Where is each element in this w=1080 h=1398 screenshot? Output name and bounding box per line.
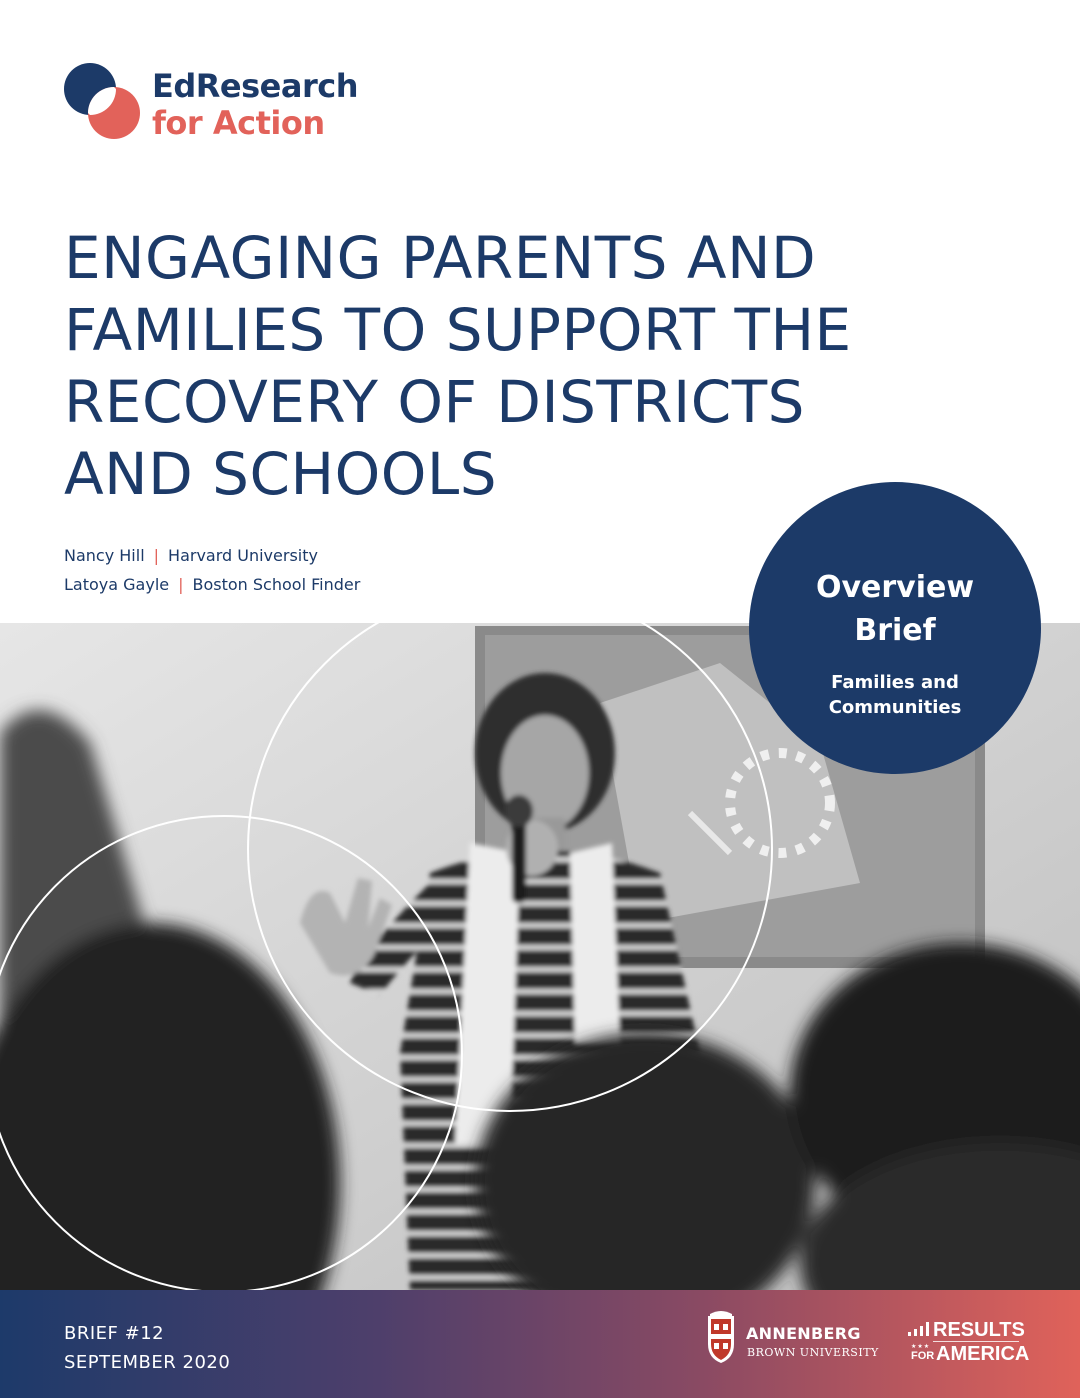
author-separator: | (153, 546, 160, 565)
rfa-results-text: RESULTS (933, 1319, 1025, 1341)
logo-wordmark (152, 68, 358, 142)
star-row-icon: ★★★ (911, 1343, 931, 1350)
annenberg-logo (704, 1308, 879, 1378)
footer-band (0, 1290, 1080, 1398)
rfa-america-text: AMERICA (936, 1343, 1030, 1365)
overview-brief-badge (749, 482, 1041, 774)
author-separator: | (178, 575, 184, 594)
results-for-america-logo (908, 1308, 1028, 1368)
author-row (64, 541, 360, 570)
badge-topic (749, 670, 1041, 720)
title-line-2: FAMILIES TO SUPPORT THE (64, 296, 852, 364)
author-affiliation: Harvard University (168, 546, 318, 565)
title-line-1: ENGAGING PARENTS AND (64, 224, 817, 292)
badge-title-line-1: Overview (815, 570, 975, 605)
bar-chart-icon (908, 1322, 930, 1336)
annenberg-name: ANNENBERG (746, 1324, 861, 1343)
badge-title-line-2: Brief (854, 613, 936, 648)
author-row (64, 570, 360, 599)
badge-topic-line-2: Communities (828, 697, 962, 718)
brief-number: BRIEF #12 (64, 1323, 165, 1344)
author-name: Nancy Hill (64, 546, 145, 565)
badge-topic-line-1: Families and (831, 672, 959, 693)
logo-line-1: EdResearch (152, 67, 358, 105)
title-line-4: AND SCHOOLS (64, 440, 498, 508)
rfa-for-text: FOR (911, 1350, 935, 1362)
page-title (64, 222, 964, 510)
logo-line-2: for Action (152, 104, 325, 142)
title-line-3: RECOVERY OF DISTRICTS (64, 368, 805, 436)
author-affiliation: Boston School Finder (192, 575, 361, 594)
author-list (64, 541, 360, 599)
brief-date: SEPTEMBER 2020 (64, 1352, 231, 1373)
badge-title (749, 566, 1041, 652)
brown-shield-icon (704, 1310, 738, 1364)
rfa-divider (933, 1341, 1019, 1342)
overlapping-circles-icon (63, 62, 143, 142)
edresearch-logo (63, 62, 363, 146)
brief-info (64, 1319, 230, 1377)
author-name: Latoya Gayle (64, 575, 170, 594)
annenberg-subtitle: BROWN UNIVERSITY (747, 1346, 879, 1359)
